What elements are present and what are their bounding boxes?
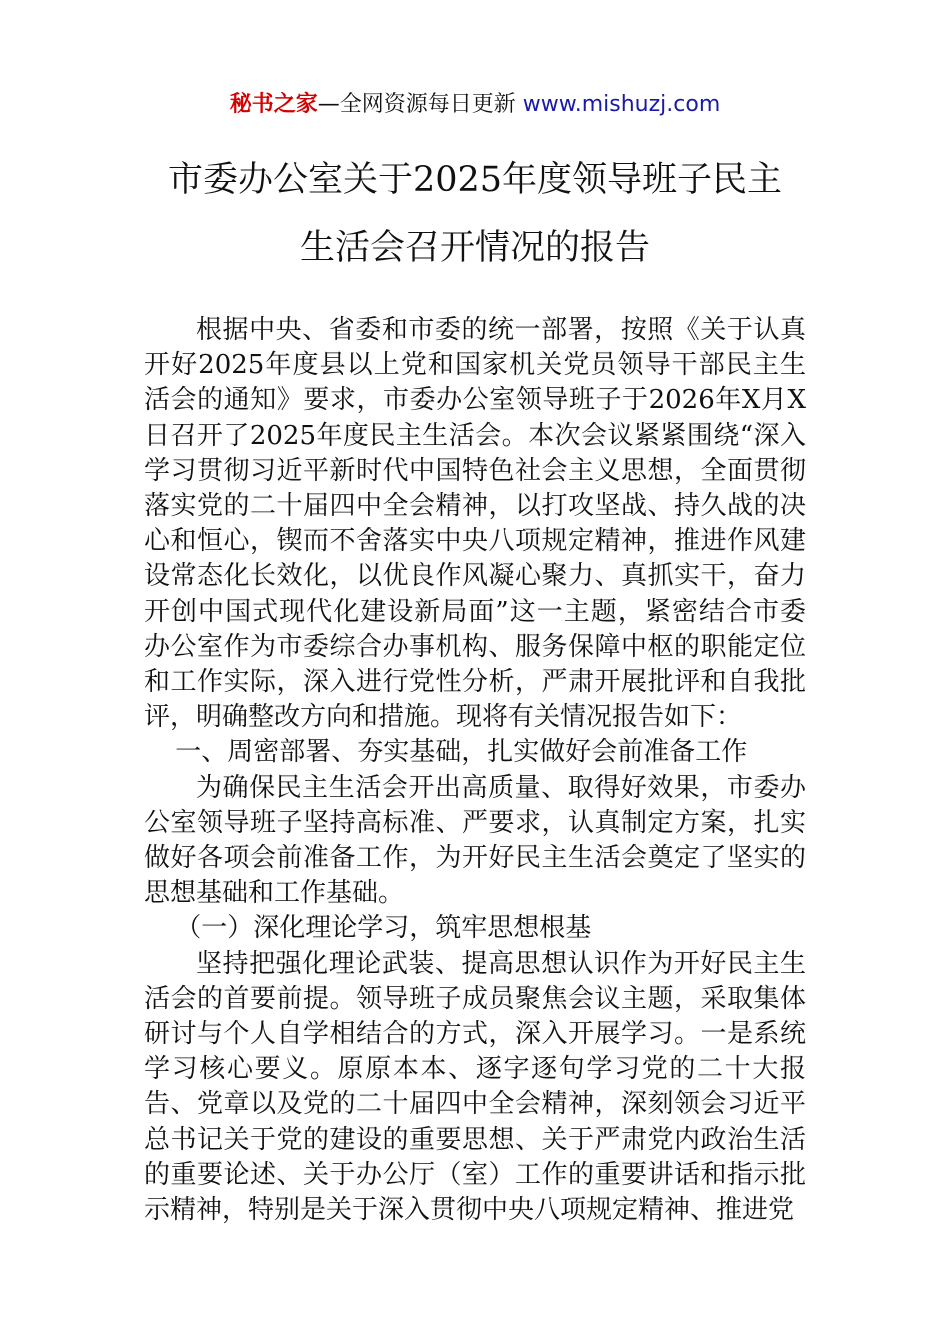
section-1-paragraph: 为确保民主生活会开出高质量、取得好效果，市委办公室领导班子坚持高标准、严要求，认真制定方案，扎实做好各项会前准备工作，为开好民主生活会奠定了坚实的思想基础和工作基础。: [144, 772, 806, 909]
intro-paragraph: 根据中央、省委和市委的统一部署，按照《关于认真开好2025年度县以上党和国家机关党员领导干部民主生活会的通知》要求，市委办公室领导班子于2026年X月X日召开了2025年度民主生活会。本次会议紧紧围绕“深入学习贯彻习近平新时代中国特色社会主义思想，全面贯彻落实党的二十届四中全会精神，以打攻坚战、持久战的决心和恒心，锲而不舍落实中央八项规定精神，推进作风建设常态化长效化，以优良作风凝心聚力、真抓实干，奋力开创中国式现代化建设新局面”这一主题，紧密结合市委办公室作为市委综合办事机构、服务保障中枢的职能定位和工作实际，深入进行党性分析，严肃开展批评和自我批评，明确整改方向和措施。现将有关情况报告如下：: [144, 315, 806, 733]
site-tagline: —全网资源每日更新: [317, 92, 516, 117]
subsection-1-heading: （一）深化理论学习，筑牢思想根基: [175, 913, 592, 944]
subsection-1-paragraph: 坚持把强化理论武装、提高思想认识作为开好民主生活会的首要前提。领导班子成员聚焦会议主题，采取集体研讨与个人自学相结合的方式，深入开展学习。一是系统学习核心要义。原原本本、逐字逐句学习党的二十大报告、党章以及党的二十届四中全会精神，深刻领会习近平总书记关于党的建设的重要思想、关于严肃党内政治生活的重要论述、关于办公厅（室）工作的重要讲话和指示批示精神，特别是关于深入贯彻中央八项规定精神、推进党: [144, 948, 806, 1226]
title-line-2: 生活会召开情况的报告: [299, 228, 650, 268]
site-header: [0, 88, 950, 122]
title-line-1: 市委办公室关于2025年度领导班子民主: [167, 160, 783, 200]
section-1-heading: 一、周密部署、夯实基础，扎实做好会前准备工作: [175, 737, 748, 768]
site-url-link[interactable]: www.mishuzj.com: [522, 92, 721, 117]
document-body: [144, 313, 806, 1228]
document-title: [0, 146, 950, 282]
site-brand: 秘书之家: [229, 92, 318, 117]
